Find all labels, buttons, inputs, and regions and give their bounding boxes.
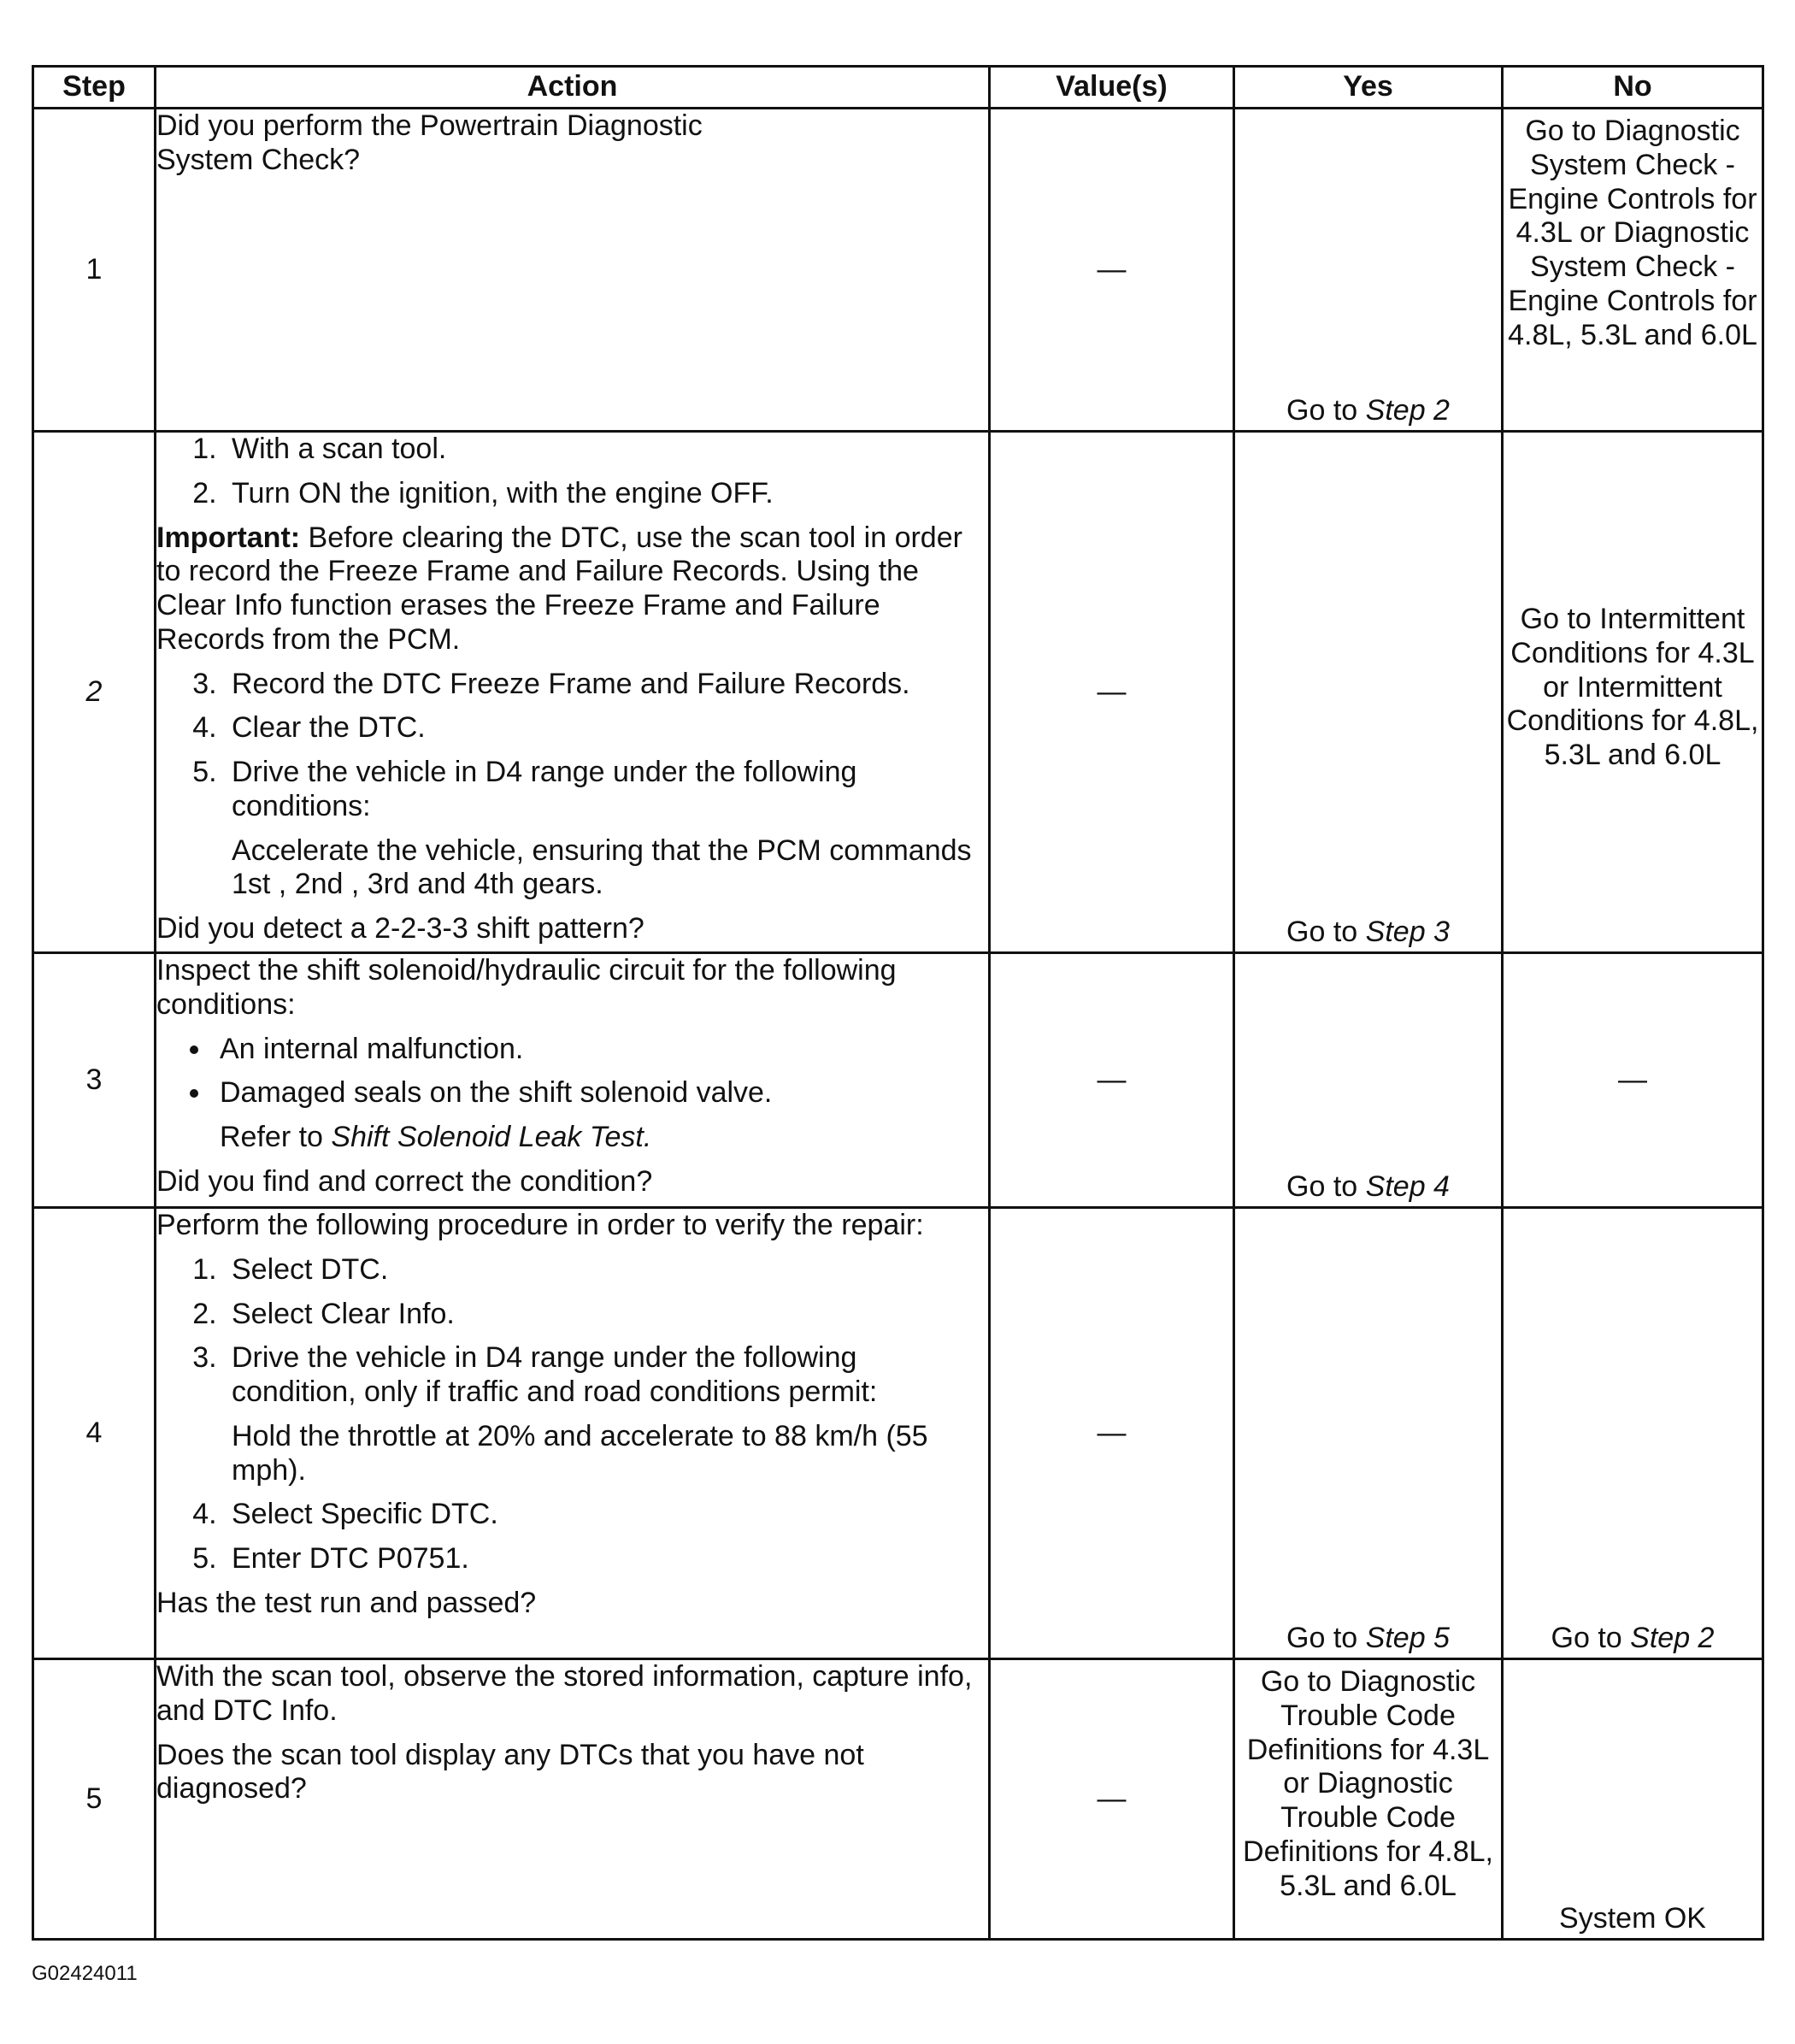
sub-paragraph: Hold the throttle at 20% and accelerate to 88 km/h (55 mph). (232, 1419, 928, 1487)
yes-goto[interactable] (1235, 1622, 1501, 1656)
list-item (213, 1076, 988, 1155)
goto-step-link[interactable]: Step 5 (1365, 1622, 1450, 1655)
no-cell (1503, 109, 1763, 432)
table-header-row (33, 67, 1763, 109)
list-item: 5. Enter DTC P0751. (225, 1542, 988, 1576)
action-cell (156, 1659, 990, 1940)
value-dash: — (1097, 1063, 1127, 1096)
goto-prefix: Go to (1286, 1622, 1358, 1655)
yes-goto[interactable] (1235, 1170, 1501, 1205)
yes-goto[interactable] (1235, 916, 1501, 950)
list-item: 3. Record the DTC Freeze Frame and Failure Records. (225, 668, 988, 702)
list-item: 1. Select DTC. (225, 1253, 988, 1287)
action-text: Inspect the shift solenoid/hydraulic circuit for the following conditions: (156, 954, 897, 1021)
value-cell (990, 953, 1234, 1208)
list-item: 2. Turn ON the ignition, with the engine OFF. (225, 477, 988, 511)
important-note (156, 521, 988, 657)
condition-list (156, 1033, 988, 1155)
action-text: Perform the following procedure in order to verify the repair: (156, 1209, 924, 1241)
list-item (225, 1341, 988, 1487)
refer-link[interactable]: Shift Solenoid Leak Test. (331, 1121, 652, 1154)
header-values: Value(s) (990, 67, 1234, 109)
value-cell (990, 432, 1234, 953)
step-number: 1 (33, 109, 156, 432)
goto-step-link[interactable]: Step 3 (1365, 916, 1450, 949)
no-text[interactable]: Go to Intermittent Conditions for 4.3L or Intermittent Conditions for 4.8L, 5.3L and 6.0L (1506, 603, 1759, 772)
list-item-text: Damaged seals on the shift solenoid valve. (220, 1076, 773, 1110)
yes-cell (1234, 1208, 1503, 1659)
list-item: 1. With a scan tool. (225, 433, 988, 467)
question-text: Does the scan tool display any DTCs that you have not diagnosed? (156, 1738, 864, 1805)
action-text: With the scan tool, observe the stored information, capture info, and DTC Info. (156, 1660, 973, 1727)
list-item (225, 756, 988, 902)
step-number: 4 (33, 1208, 156, 1659)
action-cell (156, 432, 990, 953)
diagnostic-table (32, 65, 1764, 1941)
no-cell (1503, 1208, 1763, 1659)
no-goto[interactable] (1504, 1622, 1762, 1656)
step-number: 5 (33, 1659, 156, 1940)
refer-line (220, 1121, 988, 1155)
goto-prefix: Go to (1286, 394, 1358, 427)
question-text: Did you find and correct the condition? (156, 1164, 653, 1198)
header-step: Step (33, 67, 156, 109)
header-no: No (1503, 67, 1763, 109)
list-item: 2. Select Clear Info. (225, 1298, 988, 1332)
header-action: Action (156, 67, 990, 109)
yes-goto[interactable] (1235, 394, 1501, 428)
list-item: • An internal malfunction. (213, 1033, 988, 1067)
table-row (33, 432, 1763, 953)
table-row (33, 109, 1763, 432)
question-text: Has the test run and passed? (156, 1586, 537, 1619)
value-dash: — (1097, 1416, 1127, 1449)
yes-cell (1234, 1659, 1503, 1940)
procedure-list (156, 433, 988, 511)
table-row (33, 953, 1763, 1208)
no-text[interactable]: Go to Diagnostic System Check - Engine Controls for 4.3L or Diagnostic System Check - Engine Controls for 4.8L, 5.3L and 6.0L (1508, 115, 1757, 351)
diagnostic-sheet (32, 65, 1762, 1941)
action-cell (156, 1208, 990, 1659)
value-cell (990, 1208, 1234, 1659)
list-item: 4. Clear the DTC. (225, 711, 988, 745)
list-item-text: Drive the vehicle in D4 range under the following condition, only if traffic and road conditions permit: (232, 1341, 878, 1409)
action-cell (156, 953, 990, 1208)
refer-prefix: Refer to (220, 1121, 323, 1154)
goto-prefix: Go to (1286, 1170, 1358, 1204)
important-text: Before clearing the DTC, use the scan tool in order to record the Freeze Frame and Failure Records. Using the Clear Info function erases the Freeze Frame and Failure Records from the PCM. (156, 521, 962, 656)
value-cell (990, 1659, 1234, 1940)
no-cell (1503, 1659, 1763, 1940)
list-item-text: Drive the vehicle in D4 range under the following conditions: (232, 756, 857, 822)
yes-cell (1234, 953, 1503, 1208)
table-row (33, 1208, 1763, 1659)
goto-prefix: Go to (1551, 1622, 1622, 1655)
no-text: System OK (1559, 1902, 1706, 1935)
no-dash: — (1618, 1063, 1647, 1096)
goto-step-link[interactable]: Step 2 (1365, 394, 1450, 427)
yes-text[interactable]: Go to Diagnostic Trouble Code Definitions for 4.3L or Diagnostic Trouble Code Definitions for 4.8L, 5.3L and 6.0L (1243, 1665, 1493, 1902)
value-dash: — (1097, 1782, 1127, 1815)
yes-cell (1234, 109, 1503, 432)
goto-step-link[interactable]: Step 2 (1630, 1622, 1715, 1655)
procedure-list (156, 668, 988, 903)
figure-id: G02424011 (32, 1962, 138, 1985)
procedure-list (156, 1498, 988, 1576)
step-number: 3 (33, 953, 156, 1208)
action-text: Did you perform the Powertrain Diagnostic System Check? (156, 109, 703, 176)
goto-step-link[interactable]: Step 4 (1365, 1170, 1450, 1204)
table-row (33, 1659, 1763, 1940)
goto-prefix: Go to (1286, 916, 1358, 949)
value-dash: — (1097, 674, 1127, 708)
header-yes: Yes (1234, 67, 1503, 109)
value-dash: — (1097, 252, 1127, 286)
action-cell (156, 109, 990, 432)
no-cell (1503, 953, 1763, 1208)
list-item: 4. Select Specific DTC. (225, 1498, 988, 1532)
important-label: Important: (156, 521, 301, 554)
yes-cell (1234, 432, 1503, 953)
sub-paragraph: Accelerate the vehicle, ensuring that the PCM commands 1st , 2nd , 3rd and 4th gears. (232, 834, 972, 901)
question-text: Did you detect a 2-2-3-3 shift pattern? (156, 912, 644, 945)
no-cell (1503, 432, 1763, 953)
value-cell (990, 109, 1234, 432)
procedure-list (156, 1253, 988, 1488)
step-number: 2 (33, 432, 156, 953)
